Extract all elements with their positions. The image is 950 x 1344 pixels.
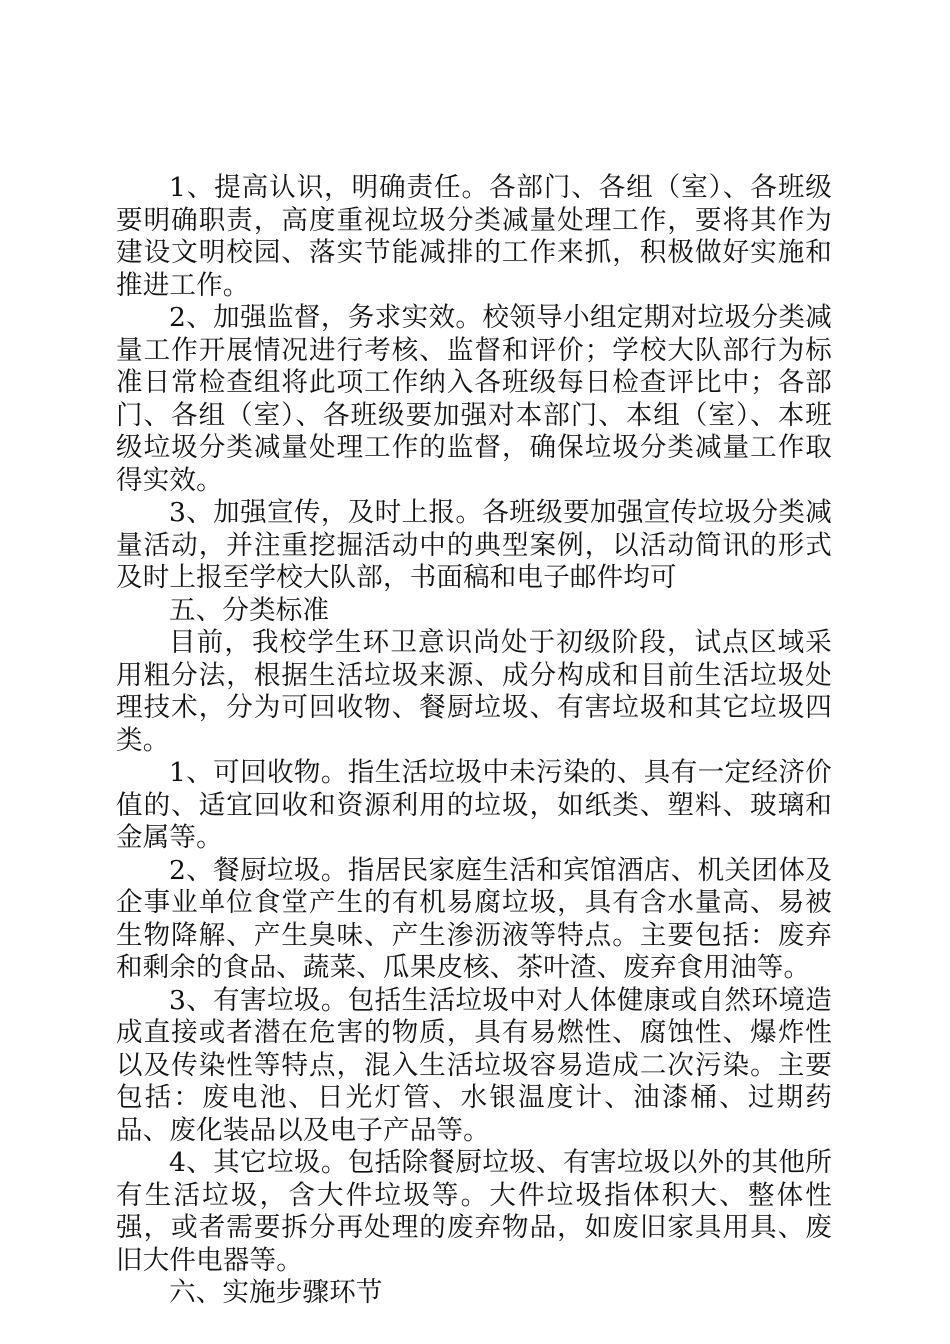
paragraph-hazardous-waste: 3、有害垃圾。包括生活垃圾中对人体健康或自然环境造成直接或者潜在危害的物质，具有易燃性、腐蚀性、爆炸性以及传染性等特点，混入生活垃圾容易造成二次污染。主要包括：废电池、日光灯管、水银温度计、油漆桶、过期药品、废化装品以及电子产品等。 — [116, 984, 832, 1146]
document-body — [116, 172, 832, 1310]
paragraph-recyclables: 1、可回收物。指生活垃圾中未污染的、具有一定经济价值的、适宜回收和资源利用的垃圾，如纸类、塑料、玻璃和金属等。 — [116, 757, 832, 853]
paragraph-strengthen-supervision: 2、加强监督，务求实效。校领导小组定期对垃圾分类减量工作开展情况进行考核、监督和评价；学校大队部行为标准日常检查组将此项工作纳入各班级每日检查评比中；各部门、各组（室）、各班级要加强对本部门、本组（室）、本班级垃圾分类减量处理工作的监督，确保垃圾分类减量工作取得实效。 — [116, 302, 832, 496]
paragraph-raise-awareness: 1、提高认识，明确责任。各部门、各组（室）、各班级要明确职责，高度重视垃圾分类减量处理工作，要将其作为建设文明校园、落实节能减排的工作来抓，积极做好实施和推进工作。 — [116, 172, 832, 301]
paragraph-other-waste: 4、其它垃圾。包括除餐厨垃圾、有害垃圾以外的其他所有生活垃圾，含大件垃圾等。大件垃圾指体积大、整体性强，或者需要拆分再处理的废弃物品，如废旧家具用具、废旧大件电器等。 — [116, 1147, 832, 1276]
paragraph-kitchen-waste: 2、餐厨垃圾。指居民家庭生活和宾馆酒店、机关团体及企事业单位食堂产生的有机易腐垃圾，具有含水量高、易被生物降解、产生臭味、产生渗沥液等特点。主要包括：废弃和剩余的食品、蔬菜、瓜果皮核、茶叶渣、废弃食用油等。 — [116, 854, 832, 983]
section-heading-classification-standard: 五、分类标准 — [169, 594, 330, 626]
section-heading-implementation-steps: 六、实施步骤环节 — [169, 1277, 383, 1308]
paragraph-classification-intro: 目前，我校学生环卫意识尚处于初级阶段，试点区域采用粗分法，根据生活垃圾来源、成分构成和目前生活垃圾处理技术，分为可回收物、餐厨垃圾、有害垃圾和其它垃圾四类。 — [116, 627, 832, 756]
paragraph-strengthen-publicity: 3、加强宣传，及时上报。各班级要加强宣传垃圾分类减量活动，并注重挖掘活动中的典型案例，以活动简讯的形式及时上报至学校大队部，书面稿和电子邮件均可 — [116, 497, 832, 593]
